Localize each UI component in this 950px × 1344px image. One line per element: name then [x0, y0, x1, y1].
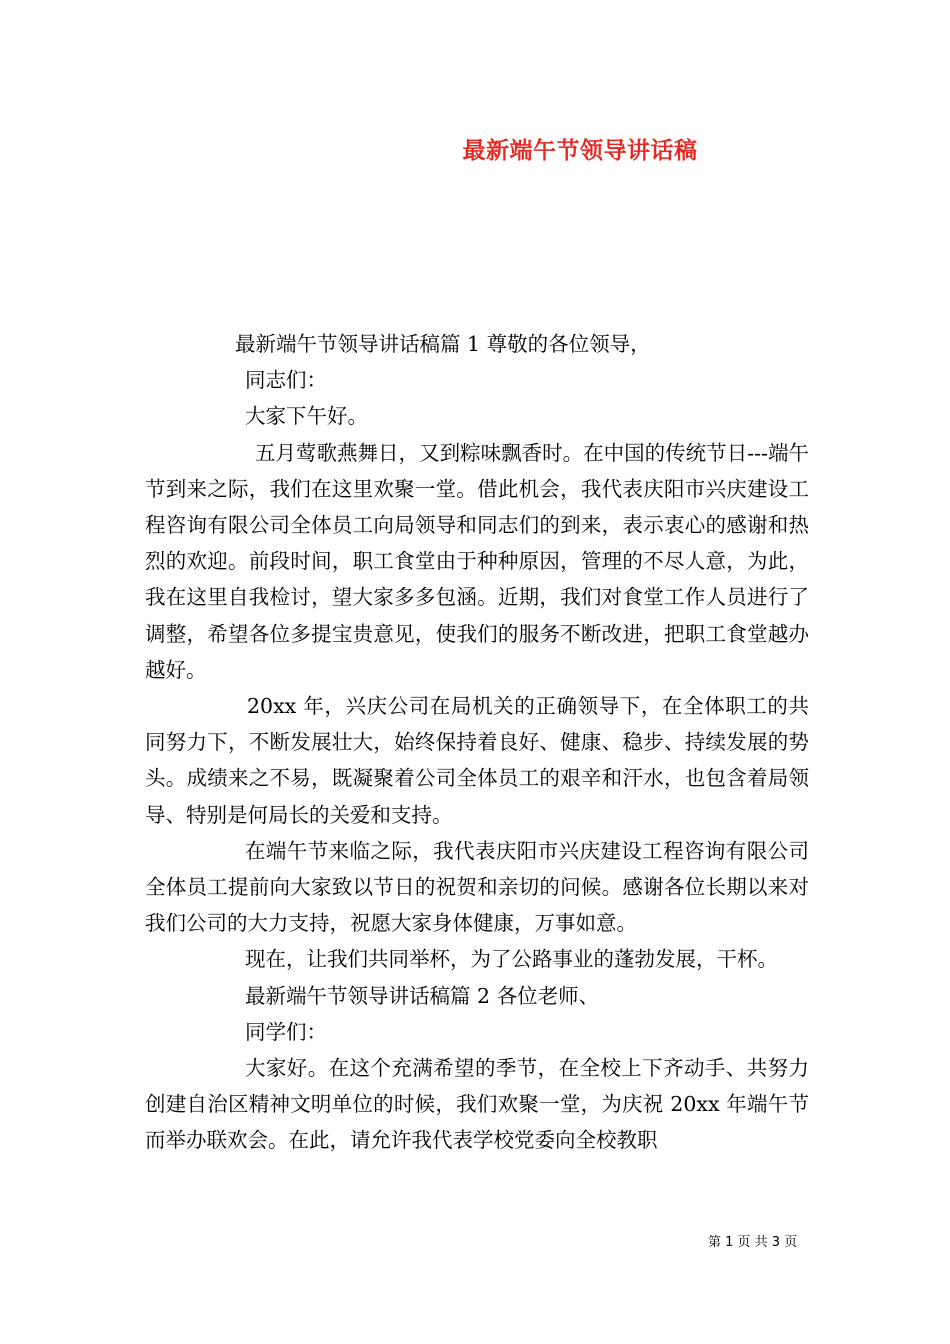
- document-body: [145, 326, 809, 1159]
- paragraph-festival-intro: 五月莺歌燕舞日，又到粽味飘香时。在中国的传统节日---端午节到来之际，我们在这里欢聚一堂。借此机会，我代表庆阳市兴庆建设工程咨询有限公司全体员工向局领导和同志们的到来，表示衷心的感谢和热烈的欢迎。前段时间，职工食堂由于种种原因，管理的不尽人意，为此，我在这里自我检讨，望大家多多包涵。近期，我们对食堂工作人员进行了调整，希望各位多提宝贵意见，使我们的服务不断改进，把职工食堂越办越好。: [145, 440, 809, 682]
- paragraph-company-progress: 20xx 年，兴庆公司在局机关的正确领导下，在全体职工的共同努力下，不断发展壮大，始终保持着良好、健康、稳步、持续发展的势头。成绩来之不易，既凝聚着公司全体员工的艰辛和汗水，也包含着局领导、特别是何局长的关爱和支持。: [145, 694, 809, 827]
- paragraph-toast: 现在，让我们共同举杯，为了公路事业的蓬勃发展，干杯。: [245, 947, 778, 972]
- paragraph-festival-wishes: 在端午节来临之际，我代表庆阳市兴庆建设工程咨询有限公司全体员工提前向大家致以节日的祝贺和亲切的问候。感谢各位长期以来对我们公司的大力支持，祝愿大家身体健康，万事如意。: [145, 838, 809, 936]
- paragraph-comrades: 同志们：: [245, 368, 327, 393]
- paragraph-celebration: 大家好。在这个充满希望的季节，在全校上下齐动手、共努力创建自治区精神文明单位的时候，我们欢聚一堂，为庆祝 20xx 年端午节而举办联欢会。在此，请允许我代表学校党委向全校教职: [145, 1056, 809, 1153]
- document-title: 最新端午节领导讲话稿: [462, 138, 698, 164]
- paragraph-good-afternoon: 大家下午好。: [245, 404, 368, 429]
- paragraph-greeting: 最新端午节领导讲话稿篇 1 尊敬的各位领导，: [235, 332, 651, 356]
- paragraph-students: 同学们：: [245, 1019, 327, 1044]
- paragraph-speech-2-heading: 最新端午节领导讲话稿篇 2 各位老师、: [245, 983, 600, 1008]
- page-footer: 第 1 页 共 3 页: [708, 1235, 798, 1250]
